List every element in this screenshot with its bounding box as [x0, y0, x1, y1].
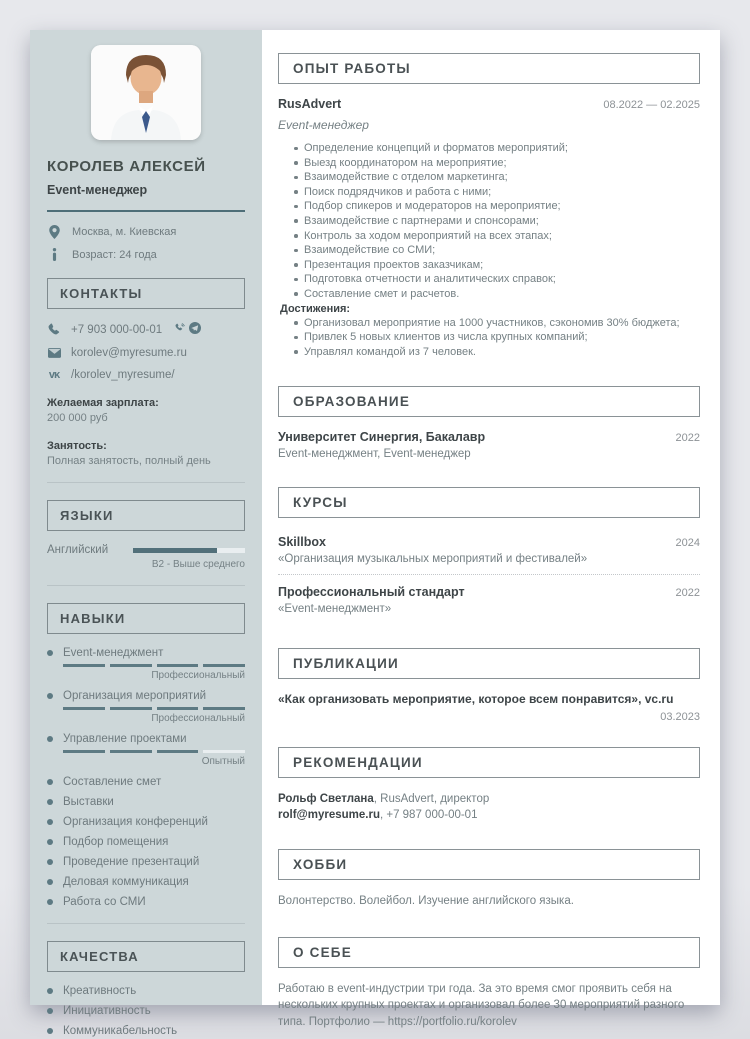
- duty-item: Контроль за ходом мероприятий на всех этапах;: [294, 229, 700, 244]
- course-description: «Организация музыкальных мероприятий и фестивалей»: [278, 553, 588, 566]
- bullet-dot-icon: [47, 736, 53, 742]
- hobbies-heading: ХОББИ: [278, 849, 700, 880]
- achievement-item: Привлек 5 новых клиентов из числа крупных компаний;: [294, 330, 700, 345]
- bullet-dot-icon: [47, 859, 53, 865]
- education-heading: ОБРАЗОВАНИЕ: [278, 386, 700, 417]
- employment-label: Занятость:: [47, 440, 107, 452]
- email-text[interactable]: korolev@myresume.ru: [71, 347, 187, 359]
- courses-list: [278, 531, 700, 624]
- employment-value: Полная занятость, полный день: [47, 455, 211, 467]
- languages-heading: ЯЗЫКИ: [47, 500, 245, 531]
- skill-plain-item: [47, 876, 245, 888]
- skills-plain-list: [47, 776, 245, 908]
- duty-item: Подготовка отчетности и аналитических справок;: [294, 272, 700, 287]
- course-description: «Event-менеджмент»: [278, 603, 392, 616]
- qualities-heading: КАЧЕСТВА: [47, 941, 245, 972]
- telegram-icon[interactable]: [189, 322, 201, 337]
- divider: [47, 210, 245, 212]
- skill-name: Составление смет: [63, 776, 162, 788]
- bullet-dot-icon: [47, 1028, 53, 1034]
- skill-name: Подбор помещения: [63, 836, 169, 848]
- experience-dates: 08.2022 — 02.2025: [603, 99, 700, 111]
- skills-rated-list: [47, 647, 245, 767]
- duty-item: Определение концепций и форматов мероприятий;: [294, 141, 700, 156]
- divider: [47, 482, 245, 483]
- main-column: [262, 30, 720, 1028]
- divider: [47, 923, 245, 924]
- age-row: [47, 248, 245, 261]
- bullet-dot-icon: [47, 819, 53, 825]
- quality-name: Креативность: [63, 985, 137, 997]
- language-bar: [133, 544, 245, 570]
- skill-rated-item: [47, 690, 245, 724]
- skill-level-bar: [63, 664, 245, 667]
- email-row: [47, 347, 245, 359]
- salary-value: 200 000 руб: [47, 412, 108, 424]
- publication-title: «Как организовать мероприятие, которое всем понравится», vc.ru: [278, 692, 674, 707]
- skill-level-bar: [63, 750, 245, 753]
- skill-name: Выставки: [63, 796, 114, 808]
- quality-name: Коммуникабельность: [63, 1025, 178, 1037]
- skill-plain-item: [47, 796, 245, 808]
- education-school: Университет Синергия, Бакалавр: [278, 430, 486, 445]
- experience-heading: ОПЫТ РАБОТЫ: [278, 53, 700, 84]
- course-year: 2024: [675, 537, 700, 550]
- course-name: Профессиональный стандарт: [278, 585, 465, 600]
- phone-text: +7 903 000-00-01: [71, 323, 163, 336]
- skill-plain-item: [47, 816, 245, 828]
- about-section: [278, 937, 700, 1031]
- education-speciality: Event-менеджмент, Event-менеджер: [278, 448, 471, 461]
- experience-section: [278, 53, 700, 359]
- bullet-dot-icon: [47, 839, 53, 845]
- quality-name: Инициативность: [63, 1005, 151, 1017]
- info-icon: [47, 248, 61, 261]
- about-text: Работаю в event-индустрии три года. За это время смог проявить себя на нескольких крупных проектах и организовал более 30 мероприятий разного типа. Портфолио — https://portfolio.ru/korolev: [278, 982, 685, 1028]
- quality-item: [47, 985, 245, 997]
- vk-icon: ᴠᴋ: [48, 369, 60, 381]
- vk-text[interactable]: /korolev_myresume/: [71, 369, 175, 381]
- skill-rated-item: [47, 647, 245, 681]
- courses-heading: КУРСЫ: [278, 487, 700, 518]
- duties-list: [278, 141, 700, 302]
- phone-icon: [47, 323, 61, 336]
- duty-item: Презентация проектов заказчикам;: [294, 258, 700, 273]
- skill-plain-item: [47, 776, 245, 788]
- salary-label: Желаемая зарплата:: [47, 397, 159, 409]
- location-pin-icon: [47, 225, 61, 239]
- course-item: [278, 574, 700, 624]
- phone-row: [47, 322, 245, 337]
- skill-level-label: Профессиональный: [151, 713, 245, 724]
- messenger-icons: [174, 322, 201, 337]
- skill-level-label: Опытный: [201, 756, 245, 767]
- bullet-dot-icon: [47, 650, 53, 656]
- position-title: Event-менеджер: [278, 118, 369, 132]
- skill-name: Проведение презентаций: [63, 856, 200, 868]
- skill-name: Работа со СМИ: [63, 896, 146, 908]
- profile-photo: [91, 45, 201, 140]
- qualities-list: [47, 985, 245, 1037]
- bullet-dot-icon: [47, 779, 53, 785]
- skills-heading: НАВЫКИ: [47, 603, 245, 634]
- sidebar: [30, 30, 262, 1037]
- bullet-dot-icon: [47, 879, 53, 885]
- contacts-heading: КОНТАКТЫ: [47, 278, 245, 309]
- age-text: Возраст: 24 года: [72, 248, 157, 261]
- language-row: [47, 544, 245, 570]
- achievements-label: Достижения:: [280, 302, 351, 315]
- bullet-dot-icon: [47, 799, 53, 805]
- skill-plain-item: [47, 896, 245, 908]
- resume-card: [30, 30, 720, 1037]
- bullet-dot-icon: [47, 1008, 53, 1014]
- recommender-role: , RusAdvert, директор: [373, 793, 490, 806]
- duty-item: Составление смет и расчетов.: [294, 287, 700, 302]
- email-icon: [47, 348, 61, 358]
- language-level: B2 - Выше среднего: [151, 559, 245, 570]
- education-year: 2022: [675, 432, 700, 445]
- skill-name: Event-менеджмент: [63, 647, 164, 659]
- bullet-dot-icon: [47, 693, 53, 699]
- duty-item: Подбор спикеров и модераторов на мероприятие;: [294, 199, 700, 214]
- bullet-dot-icon: [47, 988, 53, 994]
- recommendations-section: [278, 747, 700, 823]
- education-section: [278, 386, 700, 460]
- publications-section: [278, 648, 700, 723]
- course-item: [278, 531, 700, 574]
- divider: [47, 585, 245, 586]
- duty-item: Взаимодействие с отделом маркетинга;: [294, 170, 700, 185]
- person-job-title: Event-менеджер: [47, 183, 148, 197]
- person-name: КОРОЛЕВ АЛЕКСЕЙ: [47, 158, 206, 175]
- location-text: Москва, м. Киевская: [72, 226, 177, 238]
- duty-item: Выезд координатором на мероприятие;: [294, 156, 700, 171]
- courses-section: [278, 487, 700, 624]
- recommender-email[interactable]: rolf@myresume.ru: [278, 809, 380, 822]
- quality-item: [47, 1025, 245, 1037]
- about-heading: О СЕБЕ: [278, 937, 700, 968]
- recommender-name: Рольф Светлана: [278, 793, 374, 806]
- skill-name: Организация мероприятий: [63, 690, 207, 702]
- salary-block: [47, 397, 245, 424]
- language-name: Английский: [47, 544, 109, 556]
- course-name: Skillbox: [278, 535, 326, 550]
- duty-item: Поиск подрядчиков и работа с ними;: [294, 185, 700, 200]
- location-row: [47, 225, 245, 239]
- avatar: [91, 45, 201, 140]
- whatsapp-icon[interactable]: [174, 323, 185, 337]
- skill-name: Управление проектами: [63, 733, 187, 745]
- employment-block: [47, 440, 245, 467]
- achievements-list: [278, 316, 700, 360]
- duty-item: Взаимодействие со СМИ;: [294, 243, 700, 258]
- hobbies-section: [278, 849, 700, 910]
- publication-date: 03.2023: [660, 711, 700, 724]
- recommendations-heading: РЕКОМЕНДАЦИИ: [278, 747, 700, 778]
- skill-rated-item: [47, 733, 245, 767]
- skill-level-bar: [63, 707, 245, 710]
- skill-name: Деловая коммуникация: [63, 876, 189, 888]
- bullet-dot-icon: [47, 899, 53, 905]
- course-year: 2022: [675, 587, 700, 600]
- recommendation-person-line: [278, 791, 700, 807]
- quality-item: [47, 1005, 245, 1017]
- achievement-item: Управлял командой из 7 человек.: [294, 345, 700, 360]
- recommender-phone: , +7 987 000-00-01: [379, 809, 478, 822]
- skill-plain-item: [47, 836, 245, 848]
- skill-level-label: Профессиональный: [151, 670, 245, 681]
- skill-name: Организация конференций: [63, 816, 208, 828]
- company-name: RusAdvert: [278, 97, 342, 111]
- hobbies-text: Волонтерство. Волейбол. Изучение английского языка.: [278, 895, 574, 908]
- publications-heading: ПУБЛИКАЦИИ: [278, 648, 700, 679]
- vk-row: [47, 369, 245, 381]
- recommendation-contact-line: [278, 807, 700, 823]
- achievement-item: Организовал мероприятие на 1000 участников, сэкономив 30% бюджета;: [294, 316, 700, 331]
- skill-plain-item: [47, 856, 245, 868]
- duty-item: Взаимодействие с партнерами и спонсорами;: [294, 214, 700, 229]
